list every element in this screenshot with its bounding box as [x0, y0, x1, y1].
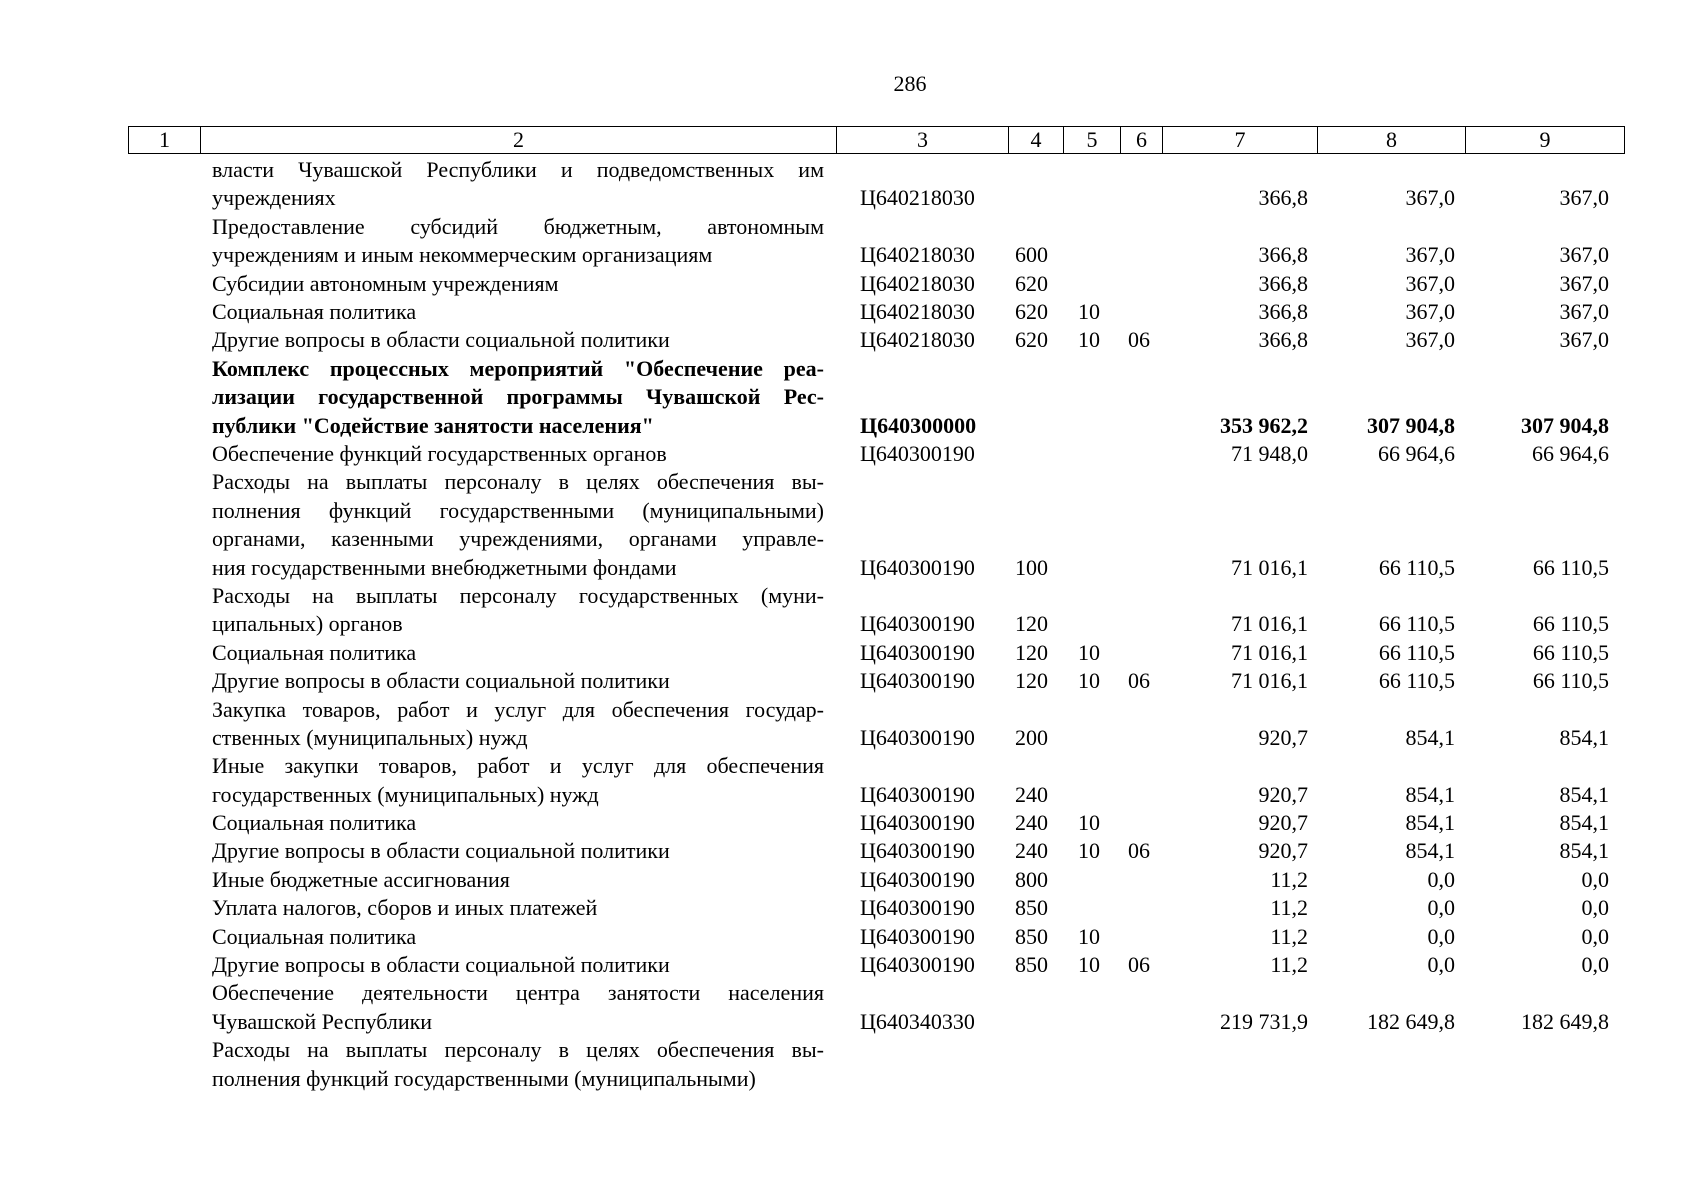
- expense-type-code: 120: [1015, 639, 1048, 665]
- row-description: [212, 213, 824, 270]
- row-description: [212, 1036, 824, 1093]
- description-line: Обеспечение функций государственных органов: [212, 440, 667, 466]
- table-row: [0, 696, 1697, 753]
- amount-col-7: 71 016,1: [1231, 639, 1308, 665]
- table-row: [0, 979, 1697, 1036]
- table-row: [0, 752, 1697, 809]
- description-line: полнения функций государственными (муниципальными): [212, 1065, 756, 1091]
- section-code: 10: [1078, 639, 1100, 665]
- subsection-code: 06: [1128, 838, 1150, 864]
- table-row: [0, 639, 1697, 667]
- row-description: [212, 667, 824, 695]
- description-line: ципальных) органов: [212, 611, 403, 637]
- amount-col-8: 367,0: [1405, 298, 1455, 324]
- expense-type-code: 800: [1015, 866, 1048, 892]
- amount-col-8: 0,0: [1427, 866, 1455, 892]
- amount-col-9: 66 110,5: [1532, 668, 1609, 694]
- description-line: Другие вопросы в области социальной политики: [212, 668, 670, 694]
- description-line: Другие вопросы в области социальной политики: [212, 952, 670, 978]
- header-col-5: 5: [1064, 127, 1121, 154]
- amount-col-9: 854,1: [1559, 724, 1609, 750]
- target-code: Ц640300190: [860, 923, 975, 949]
- description-line: полнения функций государственными (муниципальными): [212, 497, 824, 523]
- description-line: Иные бюджетные ассигнования: [212, 866, 510, 892]
- target-code: Ц640300190: [860, 838, 975, 864]
- row-description: [212, 468, 824, 582]
- amount-col-9: 367,0: [1559, 270, 1609, 296]
- amount-col-9: 854,1: [1559, 838, 1609, 864]
- target-code: Ц640300190: [860, 952, 975, 978]
- target-code: Ц640300190: [860, 895, 975, 921]
- target-code: Ц640300190: [860, 668, 975, 694]
- header-col-1: 1: [129, 127, 201, 154]
- amount-col-7: 71 016,1: [1231, 554, 1308, 580]
- description-line: Расходы на выплаты персоналу в целях обеспечения вы-: [212, 1037, 824, 1063]
- amount-col-9: 367,0: [1559, 298, 1609, 324]
- table-row: [0, 355, 1697, 440]
- table-row: [0, 838, 1697, 866]
- row-description: [212, 837, 824, 865]
- table-row: [0, 866, 1697, 894]
- expense-type-code: 120: [1015, 611, 1048, 637]
- subsection-code: 06: [1128, 952, 1150, 978]
- amount-col-8: 66 110,5: [1378, 611, 1455, 637]
- section-code: 10: [1078, 838, 1100, 864]
- target-code: Ц640218030: [860, 298, 975, 324]
- target-code: Ц640340330: [860, 1008, 975, 1034]
- description-line: учреждениях: [212, 185, 336, 211]
- header-col-7: 7: [1163, 127, 1318, 154]
- amount-col-9: 182 649,8: [1521, 1008, 1609, 1034]
- table-row: [0, 468, 1697, 582]
- expense-type-code: 850: [1015, 923, 1048, 949]
- row-description: [212, 156, 824, 213]
- amount-col-7: 11,2: [1270, 866, 1308, 892]
- row-description: [212, 582, 824, 639]
- amount-col-8: 66 110,5: [1378, 639, 1455, 665]
- amount-col-7: 366,8: [1258, 270, 1308, 296]
- amount-col-7: 219 731,9: [1220, 1008, 1308, 1034]
- amount-col-8: 367,0: [1405, 185, 1455, 211]
- row-description: [212, 752, 824, 809]
- description-line: Социальная политика: [212, 810, 417, 836]
- amount-col-7: 71 016,1: [1231, 668, 1308, 694]
- amount-col-9: 66 110,5: [1532, 611, 1609, 637]
- amount-col-8: 367,0: [1405, 242, 1455, 268]
- table-row: [0, 440, 1697, 468]
- row-description: [212, 951, 824, 979]
- row-description: [212, 326, 824, 354]
- amount-col-7: 920,7: [1258, 838, 1308, 864]
- subsection-code: 06: [1128, 327, 1150, 353]
- amount-col-9: 367,0: [1559, 242, 1609, 268]
- amount-col-8: 854,1: [1405, 810, 1455, 836]
- description-line: Предоставление субсидий бюджетным, автономным: [212, 213, 824, 239]
- amount-col-7: 920,7: [1258, 781, 1308, 807]
- subsection-code: 06: [1128, 668, 1150, 694]
- section-code: 10: [1078, 923, 1100, 949]
- table-row: [0, 923, 1697, 951]
- table-header: [128, 126, 1625, 154]
- amount-col-8: 66 964,6: [1378, 440, 1455, 466]
- amount-col-9: 66 110,5: [1532, 639, 1609, 665]
- row-description: [212, 440, 824, 468]
- description-line: государственных (муниципальных) нужд: [212, 781, 599, 807]
- expense-type-code: 850: [1015, 895, 1048, 921]
- amount-col-8: 307 904,8: [1367, 412, 1455, 438]
- header-col-2: 2: [201, 127, 837, 154]
- target-code: Ц640300190: [860, 724, 975, 750]
- amount-col-9: 854,1: [1559, 781, 1609, 807]
- target-code: Ц640300190: [860, 781, 975, 807]
- expense-type-code: 100: [1015, 554, 1048, 580]
- description-line: Расходы на выплаты персоналу государственных (муни-: [212, 582, 824, 608]
- table-row: [0, 298, 1697, 326]
- row-description: [212, 298, 824, 326]
- expense-type-code: 620: [1015, 327, 1048, 353]
- description-line: лизации государственной программы Чувашской Рес-: [212, 384, 824, 410]
- expense-type-code: 240: [1015, 810, 1048, 836]
- amount-col-8: 182 649,8: [1367, 1008, 1455, 1034]
- section-code: 10: [1078, 952, 1100, 978]
- amount-col-8: 854,1: [1405, 838, 1455, 864]
- section-code: 10: [1078, 327, 1100, 353]
- target-code: Ц640218030: [860, 242, 975, 268]
- expense-type-code: 240: [1015, 838, 1048, 864]
- row-description: [212, 809, 824, 837]
- target-code: Ц640300190: [860, 440, 975, 466]
- description-line: Чувашской Республики: [212, 1008, 433, 1034]
- table-row: [0, 326, 1697, 354]
- amount-col-8: 0,0: [1427, 952, 1455, 978]
- table-row: [0, 951, 1697, 979]
- expense-type-code: 620: [1015, 270, 1048, 296]
- amount-col-9: 0,0: [1581, 952, 1609, 978]
- target-code: Ц640218030: [860, 270, 975, 296]
- description-line: ственных (муниципальных) нужд: [212, 724, 528, 750]
- amount-col-7: 353 962,2: [1220, 412, 1308, 438]
- amount-col-7: 11,2: [1270, 895, 1308, 921]
- table-row: [0, 270, 1697, 298]
- row-description: [212, 979, 824, 1036]
- description-line: Расходы на выплаты персоналу в целях обеспечения вы-: [212, 469, 824, 495]
- amount-col-7: 366,8: [1258, 298, 1308, 324]
- table-body: [0, 156, 1697, 1093]
- amount-col-8: 367,0: [1405, 327, 1455, 353]
- description-line: органами, казенными учреждениями, органами управле-: [212, 526, 824, 552]
- target-code: Ц640300190: [860, 639, 975, 665]
- table-row: [0, 213, 1697, 270]
- amount-col-9: 854,1: [1559, 810, 1609, 836]
- amount-col-7: 366,8: [1258, 185, 1308, 211]
- target-code: Ц640218030: [860, 185, 975, 211]
- amount-col-8: 854,1: [1405, 781, 1455, 807]
- description-line: ния государственными внебюджетными фондами: [212, 554, 677, 580]
- amount-col-9: 367,0: [1559, 327, 1609, 353]
- amount-col-7: 920,7: [1258, 724, 1308, 750]
- description-line: Другие вопросы в области социальной политики: [212, 838, 670, 864]
- amount-col-8: 66 110,5: [1378, 554, 1455, 580]
- expense-type-code: 200: [1015, 724, 1048, 750]
- table-row: [0, 894, 1697, 922]
- table-row: [0, 582, 1697, 639]
- header-col-3: 3: [837, 127, 1009, 154]
- section-code: 10: [1078, 810, 1100, 836]
- expense-type-code: 620: [1015, 298, 1048, 324]
- description-line: Социальная политика: [212, 639, 417, 665]
- expense-type-code: 240: [1015, 781, 1048, 807]
- table-row: [0, 667, 1697, 695]
- section-code: 10: [1078, 668, 1100, 694]
- amount-col-8: 0,0: [1427, 895, 1455, 921]
- row-description: [212, 355, 824, 440]
- expense-type-code: 120: [1015, 668, 1048, 694]
- amount-col-9: 66 110,5: [1532, 554, 1609, 580]
- amount-col-7: 11,2: [1270, 923, 1308, 949]
- row-description: [212, 894, 824, 922]
- description-line: публики "Содействие занятости населения": [212, 412, 654, 438]
- table-row: [0, 809, 1697, 837]
- amount-col-9: 0,0: [1581, 895, 1609, 921]
- header-col-4: 4: [1009, 127, 1064, 154]
- row-description: [212, 923, 824, 951]
- amount-col-9: 367,0: [1559, 185, 1609, 211]
- description-line: Другие вопросы в области социальной политики: [212, 327, 670, 353]
- row-description: [212, 696, 824, 753]
- description-line: учреждениям и иным некоммерческим организациям: [212, 242, 713, 268]
- amount-col-7: 920,7: [1258, 810, 1308, 836]
- description-line: Социальная политика: [212, 923, 417, 949]
- amount-col-8: 367,0: [1405, 270, 1455, 296]
- target-code: Ц640300190: [860, 866, 975, 892]
- page-number: 286: [893, 71, 927, 96]
- description-line: Иные закупки товаров, работ и услуг для обеспечения: [212, 753, 824, 779]
- row-description: [212, 270, 824, 298]
- amount-col-9: 66 964,6: [1532, 440, 1609, 466]
- description-line: Уплата налогов, сборов и иных платежей: [212, 895, 598, 921]
- amount-col-9: 0,0: [1581, 866, 1609, 892]
- row-description: [212, 866, 824, 894]
- description-line: Субсидии автономным учреждениям: [212, 270, 559, 296]
- description-line: Социальная политика: [212, 298, 417, 324]
- target-code: Ц640300190: [860, 810, 975, 836]
- section-code: 10: [1078, 298, 1100, 324]
- amount-col-9: 307 904,8: [1521, 412, 1609, 438]
- amount-col-7: 366,8: [1258, 327, 1308, 353]
- header-col-6: 6: [1121, 127, 1163, 154]
- amount-col-7: 11,2: [1270, 952, 1308, 978]
- target-code: Ц640218030: [860, 327, 975, 353]
- description-line: Закупка товаров, работ и услуг для обеспечения государ-: [212, 696, 824, 722]
- amount-col-8: 66 110,5: [1378, 668, 1455, 694]
- description-line: власти Чувашской Республики и подведомственных им: [212, 156, 824, 182]
- amount-col-7: 71 016,1: [1231, 611, 1308, 637]
- row-description: [212, 639, 824, 667]
- header-col-9: 9: [1466, 127, 1625, 154]
- amount-col-7: 366,8: [1258, 242, 1308, 268]
- target-code: Ц640300190: [860, 611, 975, 637]
- description-line: Комплекс процессных мероприятий "Обеспечение реа-: [212, 355, 824, 381]
- expense-type-code: 600: [1015, 242, 1048, 268]
- header-col-8: 8: [1318, 127, 1466, 154]
- amount-col-8: 0,0: [1427, 923, 1455, 949]
- target-code: Ц640300190: [860, 554, 975, 580]
- description-line: Обеспечение деятельности центра занятости населения: [212, 980, 824, 1006]
- amount-col-8: 854,1: [1405, 724, 1455, 750]
- amount-col-9: 0,0: [1581, 923, 1609, 949]
- target-code: Ц640300000: [860, 412, 977, 438]
- table-row: [0, 1036, 1697, 1093]
- amount-col-7: 71 948,0: [1231, 440, 1308, 466]
- table-row: [0, 156, 1697, 213]
- expense-type-code: 850: [1015, 952, 1048, 978]
